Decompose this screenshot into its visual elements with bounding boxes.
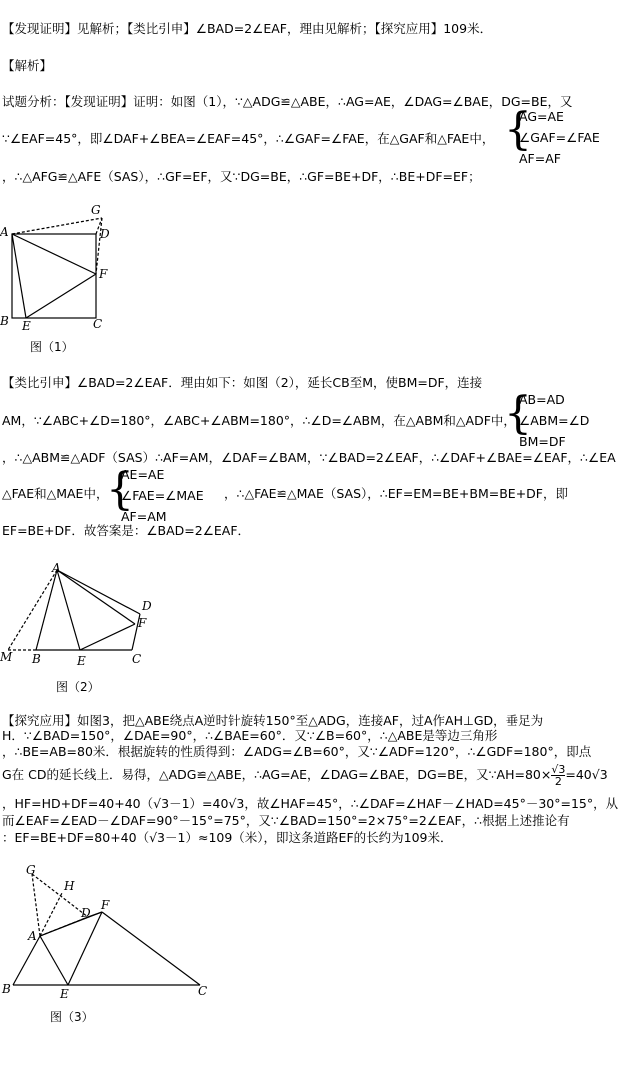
brace-1: { — [504, 104, 532, 155]
figure-1 — [0, 200, 130, 360]
fig1-label-g: G — [91, 203, 101, 217]
fig2-label-c: C — [132, 652, 142, 666]
fig3-label-h: H — [64, 879, 75, 893]
part3-line3: ，∴BE=AB=80米．根据旋转的性质得到：∠ADG=∠B=60°，又∵∠ADF=120°，∴∠GDF=180°，即点 — [2, 744, 592, 759]
fig2-caption: 图（2） — [56, 680, 100, 694]
part3-line7: ：EF=BE+DF=80+40（√3－1）≈109（米），即这条道路EF的长约为109米． — [2, 830, 453, 845]
part3-line1: 【探究应用】如图3，把△ABE绕点A逆时针旋转150°至△ADG，连接AF，过A作AH⊥GD，垂足为 — [2, 713, 544, 728]
fig1-label-f: F — [99, 267, 108, 281]
figure-2 — [0, 560, 170, 675]
fig3-label-e: E — [60, 987, 69, 1001]
fig1-label-a: A — [0, 225, 9, 239]
brace-2: { — [504, 388, 532, 439]
fig2-label-d: D — [142, 599, 152, 613]
part2-line4a: △FAE和△MAE中， — [2, 486, 109, 501]
fig3-label-c: C — [198, 984, 208, 998]
system-1: AG=AE ∠GAF=∠FAE AF=AF — [519, 109, 600, 166]
fig1-label-c: C — [93, 317, 103, 331]
part3-line4: G在 CD的延长线上．易得，△ADG≌△ABE，∴AG=AE，∠DAG=∠BAE，DG=BE，又∵AH=80× $\frac{√3}{2}$ =40√3 — [2, 763, 608, 788]
part3-line5: ，HF=HD+DF=40+40（√3－1）=40√3，故∠HAF=45°，∴∠DAF=∠HAF－∠HAD=45°－30°=15°，从 — [2, 796, 619, 811]
fig1-label-b: B — [0, 314, 9, 328]
fig3-caption: 图（3） — [50, 1010, 94, 1024]
fig2-label-f: F — [138, 616, 147, 630]
fig3-label-d: D — [81, 906, 91, 920]
system-3: AE=AE ∠FAE=∠MAE AF=AM — [121, 467, 204, 524]
fig1-caption: 图（1） — [30, 340, 74, 354]
fig2-label-b: B — [32, 652, 41, 666]
fig2-label-m: M — [0, 650, 13, 664]
fig1-label-d: D — [100, 227, 110, 241]
part1-line2: ∵∠EAF=45°，即∠DAF+∠BEA=∠EAF=45°，∴∠GAF=∠FAE，在△GAF和△FAE中， — [2, 131, 495, 146]
fig3-label-a: A — [28, 929, 37, 943]
part1-line3: ，∴△AFG≌△AFE（SAS），∴GF=EF，又∵DG=BE，∴GF=BE+DF，∴BE+DF=EF； — [2, 169, 481, 184]
part1-line1: 试题分析：【发现证明】证明：如图（1），∵△ADG≌△ABE，∴AG=AE，∠DAG=∠BAE，DG=BE，又 — [2, 94, 573, 109]
fig1-label-e: E — [22, 319, 31, 333]
system-2: AB=AD ∠ABM=∠D BM=DF — [519, 392, 590, 449]
fig3-label-g: G — [26, 863, 36, 877]
figure-3 — [0, 860, 220, 1005]
fig2-label-a: A — [52, 561, 61, 575]
analysis-heading: 【解析】 — [2, 58, 53, 73]
fig3-label-f: F — [101, 898, 110, 912]
part3-line2: H．∵∠BAD=150°，∠DAE=90°，∴∠BAE=60°．又∵∠B=60°，∴△ABE是等边三角形 — [2, 728, 498, 743]
fig2-label-e: E — [77, 654, 86, 668]
part2-line3: ，∴△ABM≌△ADF（SAS）∴AF=AM，∠DAF=∠BAM，∵∠BAD=2∠EAF，∴∠DAF+∠BAE=∠EAF，∴∠EA — [2, 450, 616, 465]
part2-line1: 【类比引申】∠BAD=2∠EAF．理由如下：如图（2），延长CB至M，使BM=DF，连接 — [2, 375, 483, 390]
brace-3: { — [106, 464, 134, 515]
part2-line4b: ，∴△FAE≌△MAE（SAS），∴EF=EM=BE+BM=BE+DF，即 — [224, 486, 568, 501]
part3-line6: 而∠EAF=∠EAD－∠DAF=90°－15°=75°，又∵∠BAD=150°=2×75°=2∠EAF，∴根据上述推论有 — [2, 813, 570, 828]
fig3-label-b: B — [2, 982, 11, 996]
answer-line: 【发现证明】见解析；【类比引申】∠BAD=2∠EAF，理由见解析；【探究应用】109米． — [2, 21, 493, 36]
part2-line5: EF=BE+DF．故答案是：∠BAD=2∠EAF． — [2, 523, 251, 538]
part2-line2: AM，∵∠ABC+∠D=180°，∠ABC+∠ABM=180°，∴∠D=∠ABM，在△ABM和△ADF中， — [2, 413, 516, 428]
